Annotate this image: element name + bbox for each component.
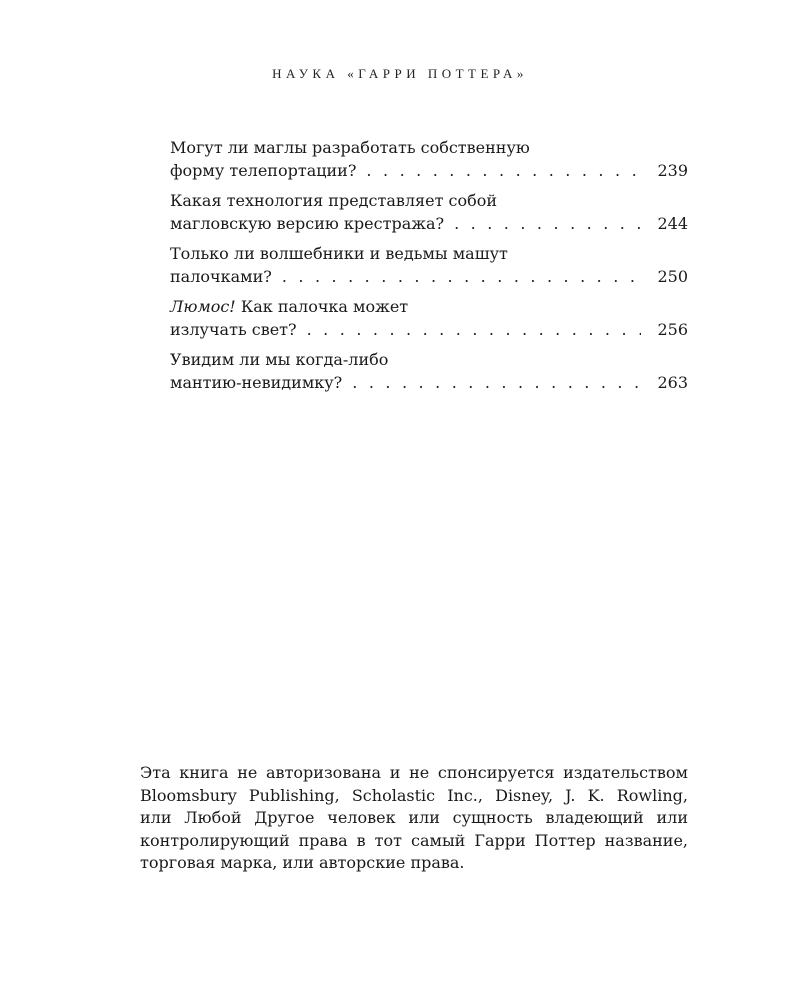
toc-entry-title-line1 xyxy=(170,348,688,371)
dot-leader xyxy=(352,371,641,394)
toc-entry-page-number: 263 xyxy=(657,373,688,392)
toc-entry[interactable] xyxy=(170,242,688,288)
dot-leader xyxy=(454,212,641,235)
toc-entry-title-continuation: излучать свет? xyxy=(170,320,297,339)
toc-entry[interactable] xyxy=(170,295,688,341)
toc-entry[interactable] xyxy=(170,136,688,182)
disclaimer-line: или Любой Другое человек или сущность владеющий или xyxy=(140,808,688,827)
toc-entry-title-text: Увидим ли мы когда-либо xyxy=(170,350,389,369)
disclaimer-line: Эта книга не авторизована и не спонсируется издательством xyxy=(140,763,688,782)
dot-leader xyxy=(307,318,642,341)
toc-entry[interactable] xyxy=(170,348,688,394)
toc-entry-title-continuation: магловскую версию крестража? xyxy=(170,214,445,233)
running-head: НАУКА «ГАРРИ ПОТТЕРА» xyxy=(272,66,528,81)
dot-leader xyxy=(366,159,641,182)
toc-entry-title-continuation: мантию-невидимку? xyxy=(170,373,343,392)
toc-entry-title-text: Как палочка может xyxy=(235,297,409,316)
toc-entry-title-line1 xyxy=(170,242,688,265)
toc-entry-title-line2 xyxy=(170,212,688,235)
toc-entry-title-line1 xyxy=(170,189,688,212)
toc-entry-title-text: Какая технология представляет собой xyxy=(170,191,498,210)
table-of-contents xyxy=(170,136,688,401)
toc-entry-title-line2 xyxy=(170,371,688,394)
dot-leader xyxy=(282,265,642,288)
copyright-disclaimer xyxy=(140,762,688,875)
disclaimer-line: торговая марка, или авторские права. xyxy=(140,853,465,872)
toc-entry-title-continuation: палочками? xyxy=(170,267,272,286)
toc-entry-title-text: Только ли волшебники и ведьмы машут xyxy=(170,244,508,263)
toc-entry-page-number: 256 xyxy=(657,320,688,339)
toc-entry-title-text: Могут ли маглы разработать собственную xyxy=(170,138,530,157)
disclaimer-line: Bloomsbury Publishing, Scholastic Inc., Disney, J. K. Rowling, xyxy=(140,785,688,805)
toc-entry-title-line2 xyxy=(170,318,688,341)
toc-entry[interactable] xyxy=(170,189,688,235)
toc-entry-title-continuation: форму телепортации? xyxy=(170,161,357,180)
toc-entry-title-line2 xyxy=(170,265,688,288)
toc-entry-page-number: 239 xyxy=(657,161,688,180)
toc-entry-page-number: 250 xyxy=(657,267,688,286)
toc-entry-page-number: 244 xyxy=(657,214,688,233)
toc-entry-title-line1 xyxy=(170,136,688,159)
toc-entry-title-line1 xyxy=(170,295,688,318)
disclaimer-line: контролирующий права в тот самый Гарри Поттер название, xyxy=(140,830,688,850)
toc-entry-title-line2 xyxy=(170,159,688,182)
toc-entry-title-italic: Люмос! xyxy=(170,297,236,316)
